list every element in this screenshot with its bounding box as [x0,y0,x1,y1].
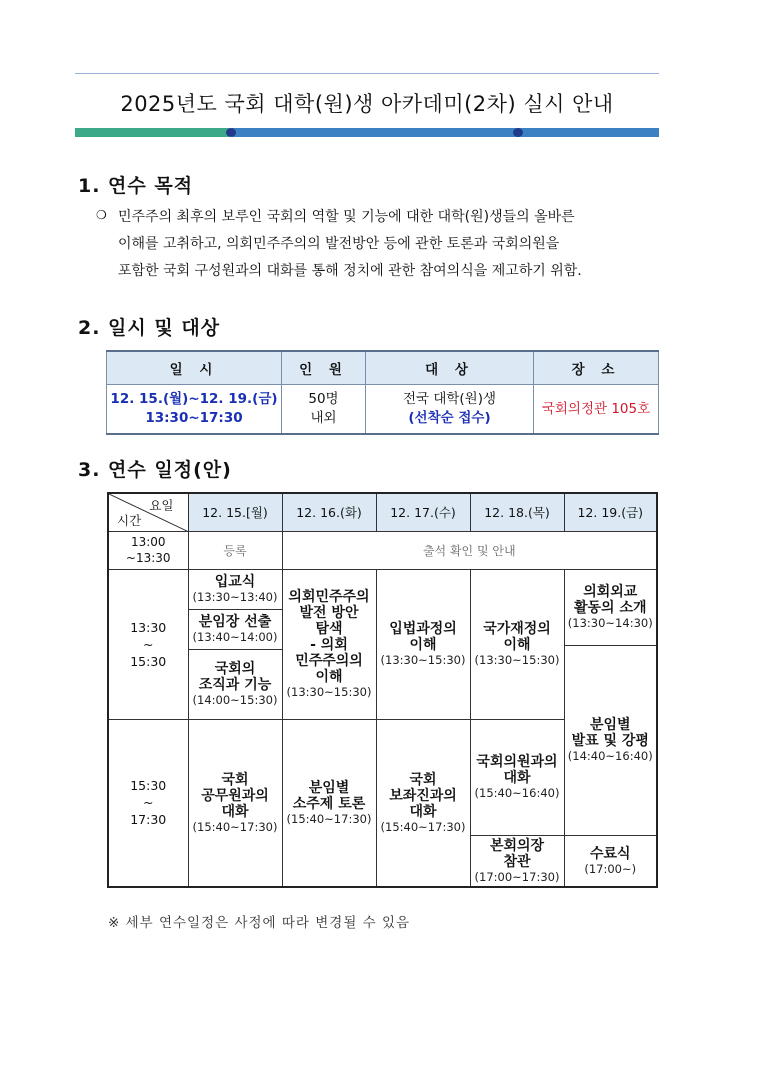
bullet-icon: ❍ [96,208,107,222]
title-top-rule [75,73,659,74]
fri-closing: 수료식 (17:00~) [564,835,657,887]
section-2-heading: 2. 일시 및 대상 [78,317,221,339]
title-bar-dot [513,128,523,137]
header-place: 장 소 [534,351,659,385]
mon-leader: 분임장 선출 (13:40~14:00) [188,609,282,649]
title-bar-dot [226,128,236,137]
title-bar-blue [232,128,659,137]
day-header: 12. 16.(화) [282,493,376,531]
section-1-heading: 1. 연수 목적 [78,175,194,197]
corner-time: 시간 [117,512,142,528]
title-bar-green [75,128,230,137]
corner-cell [108,493,188,531]
mon-staff-talk: 국회 공무원과의 대화 (15:40~17:30) [188,719,282,887]
purpose-paragraph [118,204,663,285]
tue-session-1: 의회민주주의 발전 방안 탐색 - 의회 민주주의의 이해 (13:30~15:30) [282,569,376,719]
time-cell: 13:00 ~13:30 [108,531,188,569]
time-cell: 13:30 ~ 15:30 [108,569,188,719]
attendance-cell: 출석 확인 및 안내 [282,531,657,569]
section-3-heading: 3. 연수 일정(안) [78,459,232,481]
mon-opening: 입교식 (13:30~13:40) [188,569,282,609]
schedule-note: ※ 세부 연수일정은 사정에 따라 변경될 수 있음 [108,915,411,931]
header-target: 대 상 [366,351,534,385]
cell-target: 전국 대학(원)생 (선착순 접수) [366,385,534,435]
day-header: 12. 19.(금) [564,493,657,531]
mon-organization: 국회의 조직과 기능 (14:00~15:30) [188,649,282,719]
cell-date: 12. 15.(월)~12. 19.(금) 13:30~17:30 [107,385,282,435]
cell-people: 50명 내외 [282,385,366,435]
cell-place: 국회의정관 105호 [534,385,659,435]
overview-table [106,350,659,435]
registration-cell: 등록 [188,531,282,569]
thu-session-3: 본회의장 참관 (17:00~17:30) [470,835,564,887]
header-people: 인 원 [282,351,366,385]
wed-session-1: 입법과정의 이해 (13:30~15:30) [376,569,470,719]
header-date: 일 시 [107,351,282,385]
purpose-line: 이해를 고취하고, 의회민주주의의 발전방안 등에 관한 토론과 국회의원을 [118,236,560,252]
day-header: 12. 15.[월) [188,493,282,531]
thu-session-1: 국가재정의 이해 (13:30~15:30) [470,569,564,719]
day-header: 12. 18.(목) [470,493,564,531]
corner-day: 요일 [149,498,174,513]
thu-session-2: 국회의원과의 대화 (15:40~16:40) [470,719,564,835]
schedule-table [107,492,658,888]
tue-session-2: 분임별 소주제 토론 (15:40~17:30) [282,719,376,887]
purpose-line: 포함한 국회 구성원과의 대화를 통해 정치에 관한 참여의식을 제고하기 위함. [118,263,582,279]
day-header: 12. 17.(수) [376,493,470,531]
page-title: 2025년도 국회 대학(원)생 아카데미(2차) 실시 안내 [120,92,614,116]
purpose-line: 민주주의 최후의 보루인 국회의 역할 및 기능에 대한 대학(원)생들의 올바른 [118,209,575,225]
wed-session-2: 국회 보좌진과의 대화 (15:40~17:30) [376,719,470,887]
time-cell: 15:30 ~ 17:30 [108,719,188,887]
fri-session-2: 분임별 발표 및 강평 (14:40~16:40) [564,645,657,835]
fri-session-1: 의회외교 활동의 소개 (13:30~14:30) [564,569,657,645]
